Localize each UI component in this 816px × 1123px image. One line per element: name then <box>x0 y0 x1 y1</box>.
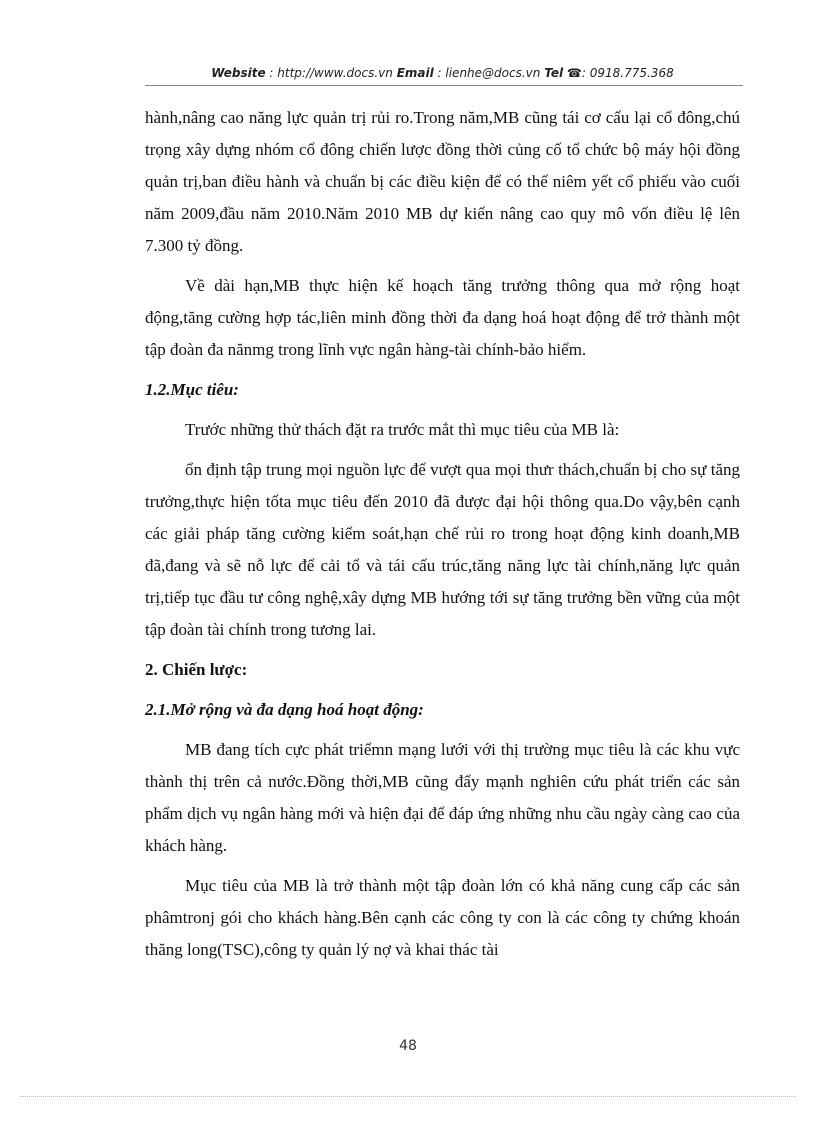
email-address[interactable]: lienhe@docs.vn <box>445 66 541 80</box>
page-bottom-border <box>20 1096 796 1097</box>
paragraph-objectives-intro: Trước những thử thách đặt ra trước mắt thì mục tiêu của MB là: <box>185 420 620 439</box>
phone-number: : 0918.775.368 <box>581 66 674 80</box>
email-label: Email <box>396 66 434 80</box>
section-heading-expansion: 2.1.Mở rộng và đa dạng hoá hoạt động: <box>145 700 424 719</box>
paragraph-objectives: ổn định tập trung mọi nguồn lực để vượt qua mọi thưr thách,chuẩn bị cho sự tăng trưởng,thực hiện tốta mục tiêu đến 2010 đã được đại hội thông qua.Do vậy,bên cạnh các giải pháp tăng cường kiểm soát,hạn chế rủi ro trong hoạt động kinh doanh,MB đã,đang và sẽ nỗ lực để cải tổ và tái cấu trúc,tăng năng lực tài chính,năng lực quản trị,tiếp tục đầu tư công nghệ,xây dựng MB hướng tới sự tăng trưởng bền vững của một tập đoàn tài chính trong tương lai. <box>145 460 740 639</box>
page-number: 48 <box>399 1038 417 1054</box>
section-heading-objectives: 1.2.Mục tiêu: <box>145 380 239 399</box>
website-url[interactable]: http://www.docs.vn <box>277 66 393 80</box>
website-label: Website <box>211 66 266 80</box>
paragraph-long-term: Về dài hạn,MB thực hiện kế hoạch tăng trưởng thông qua mở rộng hoạt động,tăng cường hợp tác,liên minh đồng thời đa dạng hoá hoạt động để trở thành một tập đoàn đa nănmg trong lĩnh vực ngân hàng-tài chính-bảo hiểm. <box>145 276 740 359</box>
header-divider <box>145 85 743 86</box>
paragraph-group-goal: Mục tiêu của MB là trở thành một tập đoàn lớn có khả năng cung cấp các sản phâmtronj gói cho khách hàng.Bên cạnh các công ty con là các công ty chứng khoán thăng long(TSC),công ty quản lý nợ và khai thác tài <box>145 876 740 959</box>
paragraph-network: MB đang tích cực phát triểmn mạng lưới với thị trường mục tiêu là các khu vực thành thị trên cả nước.Đồng thời,MB cũng đẩy mạnh nghiên cứu phát triển các sản phẩm dịch vụ ngân hàng mới và hiện đại để đáp ứng những nhu cầu ngày càng cao của khách hàng. <box>145 740 740 855</box>
document-body <box>145 102 740 966</box>
tel-label: Tel <box>544 66 564 80</box>
section-heading-strategy: 2. Chiến lược: <box>145 660 248 679</box>
page-header: Website : http://www.docs.vn Email : lienhe@docs.vn Tel ☎: 0918.775.368 <box>211 66 674 80</box>
paragraph-continuation: hành,nâng cao năng lực quản trị rủi ro.Trong năm,MB cũng tái cơ cấu lại cổ đông,chú trọng xây dựng nhóm cổ đông chiến lược đồng thời củng cố tổ chức bộ máy hội đồng quản trị,ban điều hành và chuẩn bị các điều kiện để có thể niêm yết cổ phiếu vào cuối năm 2009,đầu năm 2010.Năm 2010 MB dự kiến nâng cao quy mô vốn điều lệ lên 7.300 tỷ đồng. <box>145 108 740 255</box>
phone-icon: ☎ <box>566 66 582 80</box>
